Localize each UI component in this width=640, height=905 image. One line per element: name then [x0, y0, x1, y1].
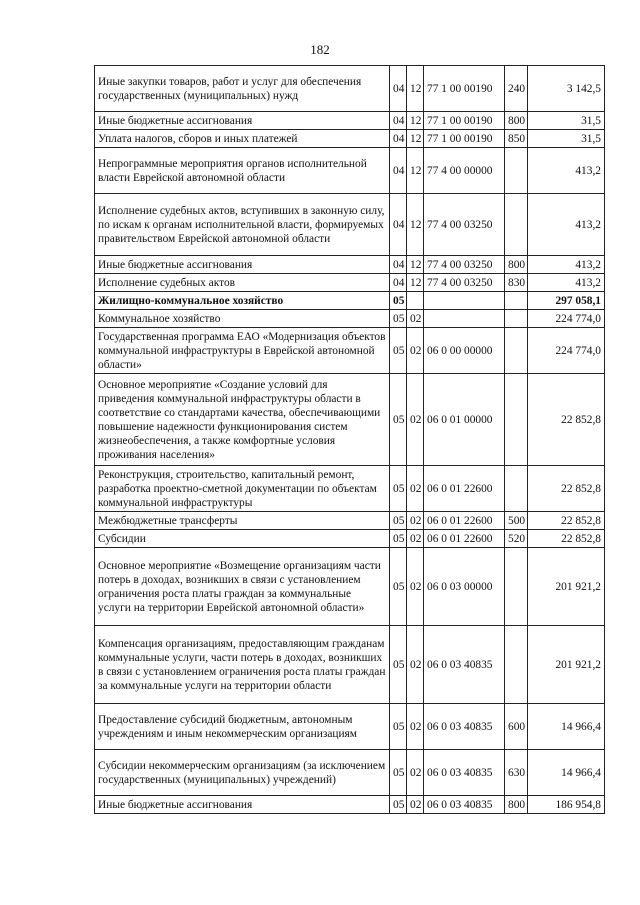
target-article-code: [424, 292, 505, 310]
section-code: 05: [390, 626, 407, 704]
row-name: Иные бюджетные ассигнования: [95, 256, 390, 274]
target-article-code: 06 0 03 40835: [424, 626, 505, 704]
subsection-code: 12: [407, 130, 424, 148]
expense-type-code: [505, 466, 528, 512]
target-article-code: 06 0 00 00000: [424, 328, 505, 374]
section-code: 05: [390, 374, 407, 466]
target-article-code: 06 0 01 22600: [424, 466, 505, 512]
table-row: [95, 704, 605, 750]
section-code: 04: [390, 256, 407, 274]
target-article-code: 77 4 00 00000: [424, 148, 505, 194]
section-code: 04: [390, 148, 407, 194]
table-row: [95, 292, 605, 310]
row-name: Иные бюджетные ассигнования: [95, 796, 390, 814]
table-row: [95, 512, 605, 530]
expense-type-code: 850: [505, 130, 528, 148]
subsection-code: 02: [407, 626, 424, 704]
target-article-code: 77 4 00 03250: [424, 194, 505, 256]
target-article-code: 77 4 00 03250: [424, 274, 505, 292]
target-article-code: 06 0 01 00000: [424, 374, 505, 466]
expense-type-code: 500: [505, 512, 528, 530]
target-article-code: 77 1 00 00190: [424, 130, 505, 148]
expense-type-code: [505, 148, 528, 194]
amount: 297 058,1: [528, 292, 605, 310]
subsection-code: 12: [407, 148, 424, 194]
row-name: Исполнение судебных актов: [95, 274, 390, 292]
amount: 3 142,5: [528, 66, 605, 112]
expense-type-code: 240: [505, 66, 528, 112]
row-name: Иные закупки товаров, работ и услуг для обеспечения государственных (муниципальных) нужд: [95, 66, 390, 112]
section-code: 05: [390, 328, 407, 374]
table-row: [95, 750, 605, 796]
expense-type-code: 800: [505, 256, 528, 274]
target-article-code: 77 4 00 03250: [424, 256, 505, 274]
row-name: Реконструкция, строительство, капитальный ремонт, разработка проектно-сметной документации по объектам коммунальной инфраструктуры: [95, 466, 390, 512]
row-name: Основное мероприятие «Возмещение организациям части потерь в доходах, возникших в связи с установлением ограничения роста платы граждан за коммунальные услуги на территории Еврейской автономной области»: [95, 548, 390, 626]
section-code: 04: [390, 274, 407, 292]
expense-type-code: 600: [505, 704, 528, 750]
expense-type-code: 800: [505, 796, 528, 814]
subsection-code: 02: [407, 512, 424, 530]
subsection-code: 12: [407, 274, 424, 292]
table-row: [95, 66, 605, 112]
expense-type-code: 800: [505, 112, 528, 130]
amount: 413,2: [528, 194, 605, 256]
amount: 413,2: [528, 256, 605, 274]
table-row: [95, 328, 605, 374]
subsection-code: 02: [407, 466, 424, 512]
target-article-code: 06 0 03 40835: [424, 796, 505, 814]
subsection-code: 12: [407, 256, 424, 274]
target-article-code: 77 1 00 00190: [424, 66, 505, 112]
row-name: Субсидии: [95, 530, 390, 548]
budget-table-body: [95, 66, 605, 814]
target-article-code: 06 0 03 00000: [424, 548, 505, 626]
table-row: [95, 194, 605, 256]
expense-type-code: [505, 626, 528, 704]
subsection-code: 02: [407, 328, 424, 374]
target-article-code: 06 0 03 40835: [424, 704, 505, 750]
row-name: Предоставление субсидий бюджетным, автономным учреждениям и иным некоммерческим организациям: [95, 704, 390, 750]
table-row: [95, 374, 605, 466]
subsection-code: 12: [407, 194, 424, 256]
table-row: [95, 130, 605, 148]
section-code: 04: [390, 194, 407, 256]
subsection-code: 02: [407, 704, 424, 750]
section-code: 04: [390, 130, 407, 148]
expense-type-code: 630: [505, 750, 528, 796]
expense-type-code: [505, 328, 528, 374]
section-code: 05: [390, 548, 407, 626]
section-code: 04: [390, 66, 407, 112]
subsection-code: 02: [407, 374, 424, 466]
table-row: [95, 530, 605, 548]
section-code: 05: [390, 750, 407, 796]
target-article-code: 77 1 00 00190: [424, 112, 505, 130]
amount: 14 966,4: [528, 750, 605, 796]
amount: 224 774,0: [528, 310, 605, 328]
expense-type-code: 830: [505, 274, 528, 292]
row-name: Основное мероприятие «Создание условий для приведения коммунальной инфраструктуры области в соответствие со стандартами качества, обеспечивающими повышение надежности функционирования систем жизнеобеспечения, а также комфортные условия проживания населения»: [95, 374, 390, 466]
amount: 31,5: [528, 112, 605, 130]
row-name: Непрограммные мероприятия органов исполнительной власти Еврейской автономной области: [95, 148, 390, 194]
expense-type-code: [505, 310, 528, 328]
amount: 413,2: [528, 274, 605, 292]
table-row: [95, 112, 605, 130]
subsection-code: 02: [407, 530, 424, 548]
expense-type-code: [505, 548, 528, 626]
section-code: 05: [390, 292, 407, 310]
row-name: Коммунальное хозяйство: [95, 310, 390, 328]
section-code: 05: [390, 704, 407, 750]
section-code: 05: [390, 466, 407, 512]
table-row: [95, 310, 605, 328]
section-code: 05: [390, 530, 407, 548]
subsection-code: [407, 292, 424, 310]
target-article-code: 06 0 01 22600: [424, 512, 505, 530]
amount: 201 921,2: [528, 548, 605, 626]
subsection-code: 02: [407, 750, 424, 796]
section-code: 04: [390, 112, 407, 130]
table-row: [95, 274, 605, 292]
subsection-code: 12: [407, 66, 424, 112]
target-article-code: 06 0 01 22600: [424, 530, 505, 548]
row-name: Иные бюджетные ассигнования: [95, 112, 390, 130]
table-row: [95, 626, 605, 704]
row-name: Компенсация организациям, предоставляющим гражданам коммунальные услуги, части потерь в доходах, возникших в связи с установлением ограничения роста платы граждан за коммунальные услуги на территории области: [95, 626, 390, 704]
amount: 413,2: [528, 148, 605, 194]
row-name: Уплата налогов, сборов и иных платежей: [95, 130, 390, 148]
table-row: [95, 466, 605, 512]
subsection-code: 02: [407, 796, 424, 814]
amount: 22 852,8: [528, 512, 605, 530]
table-row: [95, 148, 605, 194]
section-code: 05: [390, 512, 407, 530]
subsection-code: 02: [407, 310, 424, 328]
row-name: Жилищно-коммунальное хозяйство: [95, 292, 390, 310]
table-row: [95, 256, 605, 274]
amount: 22 852,8: [528, 374, 605, 466]
section-code: 05: [390, 310, 407, 328]
amount: 224 774,0: [528, 328, 605, 374]
row-name: Исполнение судебных актов, вступивших в законную силу, по искам к органам исполнительной власти, формируемых правительством Еврейской автономной области: [95, 194, 390, 256]
table-row: [95, 548, 605, 626]
expense-type-code: [505, 374, 528, 466]
amount: 14 966,4: [528, 704, 605, 750]
expense-type-code: [505, 194, 528, 256]
amount: 31,5: [528, 130, 605, 148]
row-name: Межбюджетные трансферты: [95, 512, 390, 530]
subsection-code: 12: [407, 112, 424, 130]
section-code: 05: [390, 796, 407, 814]
table-row: [95, 796, 605, 814]
target-article-code: 06 0 03 40835: [424, 750, 505, 796]
page-number: 182: [310, 42, 330, 57]
budget-table: [94, 65, 605, 814]
expense-type-code: [505, 292, 528, 310]
row-name: Субсидии некоммерческим организациям (за исключением государственных (муниципальных) учреждений): [95, 750, 390, 796]
row-name: Государственная программа ЕАО «Модернизация объектов коммунальной инфраструктуры в Еврейской автономной области»: [95, 328, 390, 374]
expense-type-code: 520: [505, 530, 528, 548]
amount: 201 921,2: [528, 626, 605, 704]
subsection-code: 02: [407, 548, 424, 626]
amount: 186 954,8: [528, 796, 605, 814]
amount: 22 852,8: [528, 466, 605, 512]
target-article-code: [424, 310, 505, 328]
amount: 22 852,8: [528, 530, 605, 548]
